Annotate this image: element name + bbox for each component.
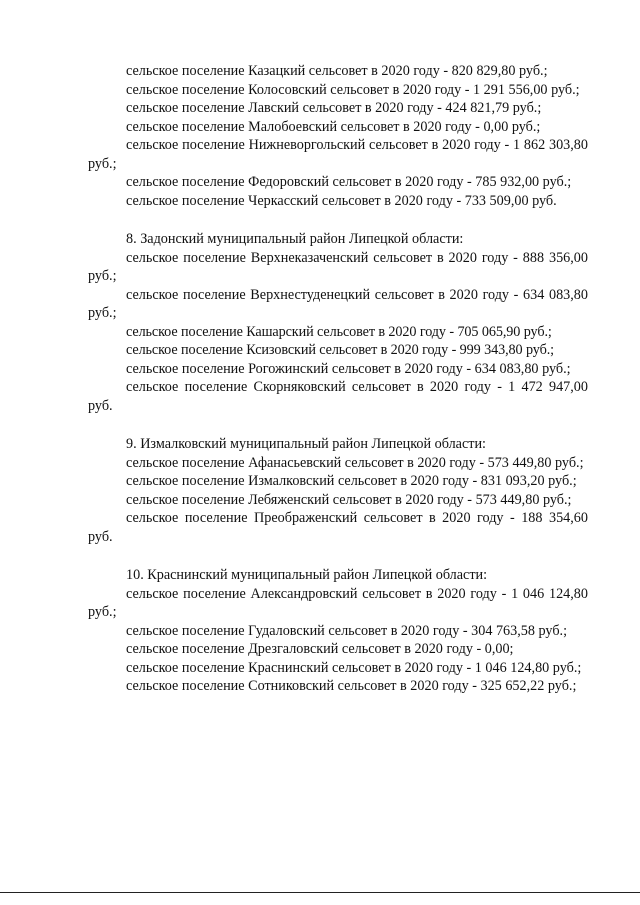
list-item: сельское поселение Преображенский сельсовет в 2020 году - 188 354,60 руб. — [88, 510, 588, 545]
section-spacer — [88, 415, 588, 435]
list-item: сельское поселение Малобоевский сельсовет в 2020 году - 0,00 руб.; — [126, 118, 541, 135]
list-item: сельское поселение Нижневоргольский сельсовет в 2020 году - 1 862 303,80 руб.; — [88, 137, 588, 172]
list-item: сельское поселение Черкасский сельсовет в 2020 году - 733 509,00 руб. — [126, 192, 557, 209]
list-item: сельское поселение Рогожинский сельсовет в 2020 году - 634 083,80 руб.; — [126, 360, 571, 377]
list-item: сельское поселение Колосовский сельсовет в 2020 году - 1 291 556,00 руб.; — [126, 81, 580, 98]
list-item: сельское поселение Сотниковский сельсовет в 2020 году - 325 652,22 руб.; — [126, 678, 577, 694]
list-item: сельское поселение Лебяженский сельсовет в 2020 году - 573 449,80 руб.; — [126, 491, 572, 508]
section-heading-10: 10. Краснинский муниципальный район Липецкой области: — [126, 567, 488, 583]
list-item: сельское поселение Верхнеказаченский сельсовет в 2020 году - 888 356,00 руб.; — [88, 249, 588, 284]
section-spacer — [88, 210, 588, 230]
document-body — [88, 62, 588, 696]
section-heading-9: 9. Измалковский муниципальный район Липецкой области: — [126, 436, 486, 452]
list-item: сельское поселение Дрезгаловский сельсовет в 2020 году - 0,00; — [126, 641, 514, 657]
page-bottom-rule — [0, 892, 640, 893]
list-item: сельское поселение Казацкий сельсовет в 2020 году - 820 829,80 руб.; — [126, 63, 548, 79]
list-item: сельское поселение Лавский сельсовет в 2020 году - 424 821,79 руб.; — [126, 100, 542, 116]
list-item: сельское поселение Верхнестуденецкий сельсовет в 2020 году - 634 083,80 руб.; — [88, 286, 588, 321]
list-item: сельское поселение Афанасьевский сельсовет в 2020 году - 573 449,80 руб.; — [126, 454, 584, 471]
list-item: сельское поселение Ксизовский сельсовет в 2020 году - 999 343,80 руб.; — [126, 342, 554, 358]
section-spacer — [88, 546, 588, 566]
list-item: сельское поселение Кашарский сельсовет в 2020 году - 705 065,90 руб.; — [126, 323, 552, 340]
list-item: сельское поселение Александровский сельсовет в 2020 году - 1 046 124,80 руб.; — [88, 585, 588, 620]
list-item: сельское поселение Скорняковский сельсовет в 2020 году - 1 472 947,00 руб. — [88, 379, 588, 414]
list-item: сельское поселение Краснинский сельсовет в 2020 году - 1 046 124,80 руб.; — [126, 659, 582, 676]
section-heading-8: 8. Задонский муниципальный район Липецкой области: — [126, 231, 464, 247]
list-item: сельское поселение Измалковский сельсовет в 2020 году - 831 093,20 руб.; — [126, 473, 577, 489]
list-item: сельское поселение Гудаловский сельсовет в 2020 году - 304 763,58 руб.; — [126, 622, 568, 639]
list-item: сельское поселение Федоровский сельсовет в 2020 году - 785 932,00 руб.; — [126, 174, 572, 190]
